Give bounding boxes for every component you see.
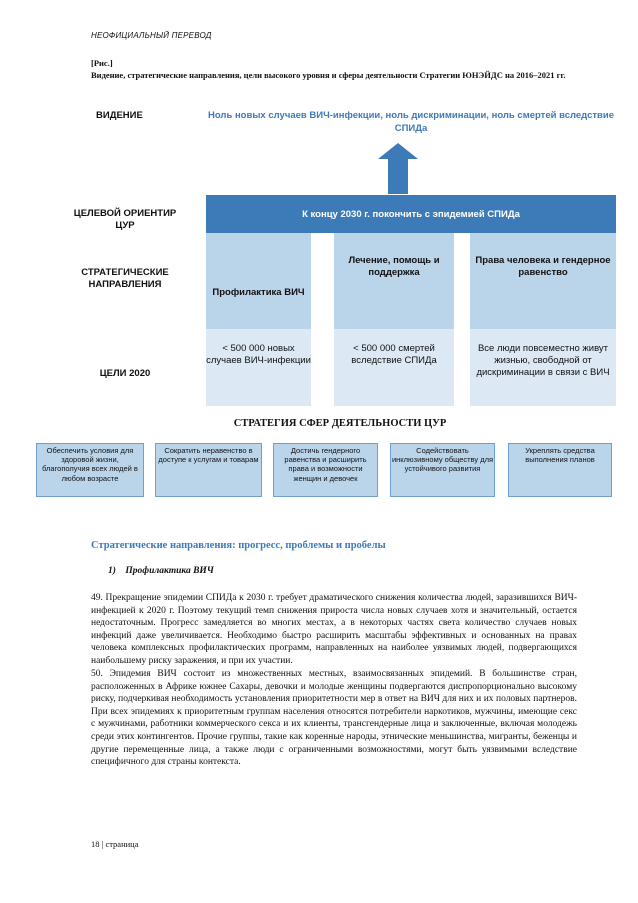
paragraph-50: 50. Эпидемия ВИЧ состоит из множественных местных, взаимосвязанных эпидемий. В большинстве стран, расположенных в Африке южнее Сахары, девочки и молодые женщины подвергаются диспропорционально высокому риску, подчеркивая необходимость установления приоритетности мер в ответ на ВИЧ для них и их половых партнеров. При всех эпидемиях к приоритетным группам населения относятся потребители наркотиков, мужчины, имеющие секс с мужчинами, работники коммерческого секса и их клиенты, трансгендерные лица и заключенные, включая молодежь среди этих контингентов. Прочие группы, такие как коренные народы, этнические меньшинства, мигранты, беженцы и другие перемещенные лица, а также люди с ограниченными возможностями, могут быть уязвимыми вследствие специфичного для страны контекста. [91, 669, 577, 768]
vision-label: ВИДЕНИЕ [96, 110, 143, 121]
figure-caption: Видение, стратегические направления, цели высокого уровня и сферы деятельности Стратегии ЮНЭЙДС на 2016–2021 гг. [91, 70, 566, 80]
page-number: 18 | страница [91, 839, 139, 849]
sdg-area-box: Укреплять средства выполнения планов [508, 443, 612, 497]
strategic-direction-rights: Права человека и гендерное равенство [470, 233, 616, 329]
up-arrow-icon [378, 143, 418, 194]
sdg-target-bar: К концу 2030 г. покончить с эпидемией СПИДа [206, 195, 616, 233]
section-title: Стратегические направления: прогресс, проблемы и пробелы [91, 540, 386, 551]
sdg-area-box: Достичь гендерного равенства и расширить права и возможности женщин и девочек [273, 443, 378, 497]
running-header: НЕОФИЦИАЛЬНЫЙ ПЕРЕВОД [91, 31, 212, 40]
subsection-title: 1) Профилактика ВИЧ [108, 566, 214, 576]
vision-text: Ноль новых случаев ВИЧ-инфекции, ноль дискриминации, ноль смертей вследствие СПИДа [208, 110, 614, 134]
strategic-direction-treatment: Лечение, помощь и поддержка [334, 233, 454, 329]
sdg-area-box: Сократить неравенство в доступе к услугам и товарам [155, 443, 262, 497]
target-new-infections: < 500 000 новых случаев ВИЧ-инфекции [206, 329, 311, 406]
paragraph-49: 49. Прекращение эпидемии СПИДа к 2030 г. требует драматического снижения количества людей, заразившихся ВИЧ-инфекцией к 2020 г. Поэтому текущий темп снижения прироста числа новых случаев хотя и значительный, остается недостаточным. Прогресс замедляется во многих местах, а в некоторых частях света количество случаев новых инфекций даже увеличивается. Необходимо быстро расширить масштабы эффективных и основанных на правах человека комплексных профилактических программ, направленных на наиболее уязвимых людей, подвергающихся наибольшему риску заражения, и при их участии. [91, 593, 577, 666]
sdg-target-label: ЦЕЛЕВОЙ ОРИЕНТИР ЦУР [73, 208, 177, 231]
sdg-strategy-title: СТРАТЕГИЯ СФЕР ДЕЯТЕЛЬНОСТИ ЦУР [233, 418, 447, 429]
sdg-area-box: Обеспечить условия для здоровой жизни, благополучия всех людей в любом возрасте [36, 443, 144, 497]
sdg-area-box: Содействовать инклюзивному обществу для устойчивого развития [390, 443, 495, 497]
target-discrimination: Все люди повсеместно живут жизнью, свободной от дискриминации в связи с ВИЧ [470, 329, 616, 406]
strategic-direction-prevention: Профилактика ВИЧ [206, 233, 311, 329]
figure-label: [Рис.] [91, 58, 113, 68]
strategic-directions-label: СТРАТЕГИЧЕСКИЕ НАПРАВЛЕНИЯ [81, 267, 169, 290]
target-deaths: < 500 000 смертей вследствие СПИДа [334, 329, 454, 406]
targets-label: ЦЕЛИ 2020 [99, 368, 151, 379]
